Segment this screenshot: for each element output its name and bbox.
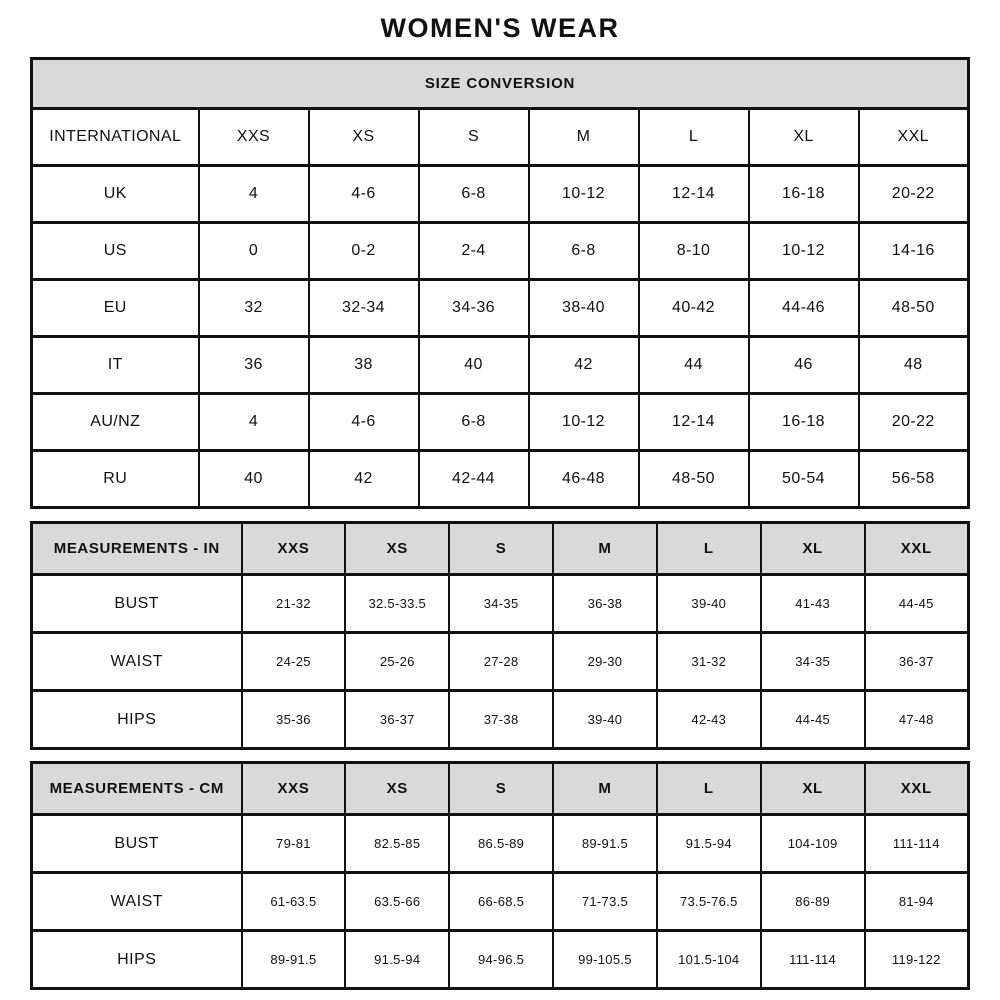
cell: 86-89 [761, 873, 865, 931]
cell: 44 [639, 337, 749, 394]
cell: 10-12 [749, 223, 859, 280]
cell: 66-68.5 [449, 873, 553, 931]
cell: 47-48 [865, 691, 969, 749]
cell: S [419, 109, 529, 166]
cell: 27-28 [449, 633, 553, 691]
cell: XXL [859, 109, 969, 166]
row-label: INTERNATIONAL [32, 109, 199, 166]
cell: XL [749, 109, 859, 166]
size-header: S [449, 763, 553, 815]
cell: 12-14 [639, 394, 749, 451]
table-row-hips-cm [32, 931, 969, 989]
table-row-international [32, 109, 969, 166]
size-header: XL [761, 763, 865, 815]
table-row-bust-in [32, 575, 969, 633]
size-header: M [553, 523, 657, 575]
cell: 91.5-94 [345, 931, 449, 989]
size-header: XXL [865, 523, 969, 575]
cell: 29-30 [553, 633, 657, 691]
cell: 111-114 [761, 931, 865, 989]
table-row-uk [32, 166, 969, 223]
size-header: L [657, 763, 761, 815]
cell: XS [309, 109, 419, 166]
cell: L [639, 109, 749, 166]
cell: 4 [199, 394, 309, 451]
row-label: HIPS [32, 931, 242, 989]
cell: 10-12 [529, 394, 639, 451]
row-label: BUST [32, 815, 242, 873]
cell: 10-12 [529, 166, 639, 223]
cell: 46-48 [529, 451, 639, 508]
cell: 39-40 [553, 691, 657, 749]
cell: 73.5-76.5 [657, 873, 761, 931]
cell: 16-18 [749, 166, 859, 223]
cell: 6-8 [419, 166, 529, 223]
cell: 14-16 [859, 223, 969, 280]
row-label: US [32, 223, 199, 280]
cell: 12-14 [639, 166, 749, 223]
table-row-waist-in [32, 633, 969, 691]
cell: 34-36 [419, 280, 529, 337]
size-header: XXL [865, 763, 969, 815]
cell: 44-45 [865, 575, 969, 633]
cell: 79-81 [242, 815, 346, 873]
size-header: XL [761, 523, 865, 575]
cell: 48-50 [639, 451, 749, 508]
cell: 40-42 [639, 280, 749, 337]
table-row-eu [32, 280, 969, 337]
cell: 42-43 [657, 691, 761, 749]
cell: 31-32 [657, 633, 761, 691]
row-label: RU [32, 451, 199, 508]
cell: 82.5-85 [345, 815, 449, 873]
cell: 99-105.5 [553, 931, 657, 989]
size-header: M [553, 763, 657, 815]
size-header: S [449, 523, 553, 575]
row-label: HIPS [32, 691, 242, 749]
cell: 56-58 [859, 451, 969, 508]
size-conversion-title-row [32, 59, 969, 109]
cell: 36-38 [553, 575, 657, 633]
cell: 8-10 [639, 223, 749, 280]
cell: 61-63.5 [242, 873, 346, 931]
cell: 6-8 [529, 223, 639, 280]
row-label: BUST [32, 575, 242, 633]
measurements-cm-header-row [32, 763, 969, 815]
cell: 20-22 [859, 394, 969, 451]
cell: 25-26 [345, 633, 449, 691]
cell: 4-6 [309, 394, 419, 451]
size-header: XXS [242, 763, 346, 815]
row-label: EU [32, 280, 199, 337]
cell: 119-122 [865, 931, 969, 989]
cell: 6-8 [419, 394, 529, 451]
cell: 32 [199, 280, 309, 337]
cell: 21-32 [242, 575, 346, 633]
measurements-in-title: MEASUREMENTS - IN [32, 523, 242, 575]
cell: 101.5-104 [657, 931, 761, 989]
cell: 32.5-33.5 [345, 575, 449, 633]
cell: 32-34 [309, 280, 419, 337]
row-label: WAIST [32, 873, 242, 931]
cell: 35-36 [242, 691, 346, 749]
size-header: XXS [242, 523, 346, 575]
cell: 16-18 [749, 394, 859, 451]
cell: 20-22 [859, 166, 969, 223]
cell: 111-114 [865, 815, 969, 873]
measurements-in-table [30, 521, 970, 750]
cell: 38 [309, 337, 419, 394]
cell: 46 [749, 337, 859, 394]
measurements-in-header-row [32, 523, 969, 575]
table-row-hips-in [32, 691, 969, 749]
cell: 4 [199, 166, 309, 223]
cell: 71-73.5 [553, 873, 657, 931]
cell: 38-40 [529, 280, 639, 337]
cell: XXS [199, 109, 309, 166]
cell: 44-45 [761, 691, 865, 749]
cell: 24-25 [242, 633, 346, 691]
cell: 4-6 [309, 166, 419, 223]
table-row-bust-cm [32, 815, 969, 873]
cell: 94-96.5 [449, 931, 553, 989]
table-row-it [32, 337, 969, 394]
measurements-cm-table [30, 761, 970, 990]
cell: 0-2 [309, 223, 419, 280]
cell: 36 [199, 337, 309, 394]
cell: 48 [859, 337, 969, 394]
table-row-aunz [32, 394, 969, 451]
row-label: AU/NZ [32, 394, 199, 451]
cell: 89-91.5 [242, 931, 346, 989]
cell: 40 [199, 451, 309, 508]
cell: 39-40 [657, 575, 761, 633]
measurements-cm-title: MEASUREMENTS - CM [32, 763, 242, 815]
table-row-waist-cm [32, 873, 969, 931]
size-header: L [657, 523, 761, 575]
row-label: WAIST [32, 633, 242, 691]
cell: 40 [419, 337, 529, 394]
cell: 104-109 [761, 815, 865, 873]
cell: 63.5-66 [345, 873, 449, 931]
cell: 34-35 [761, 633, 865, 691]
size-conversion-table [30, 57, 970, 509]
table-row-us [32, 223, 969, 280]
cell: 86.5-89 [449, 815, 553, 873]
cell: 34-35 [449, 575, 553, 633]
cell: 89-91.5 [553, 815, 657, 873]
cell: 41-43 [761, 575, 865, 633]
cell: 44-46 [749, 280, 859, 337]
cell: 42-44 [419, 451, 529, 508]
cell: 42 [309, 451, 419, 508]
row-label: IT [32, 337, 199, 394]
cell: 50-54 [749, 451, 859, 508]
cell: 81-94 [865, 873, 969, 931]
cell: 0 [199, 223, 309, 280]
cell: 2-4 [419, 223, 529, 280]
size-conversion-title: SIZE CONVERSION [32, 59, 969, 109]
cell: 36-37 [345, 691, 449, 749]
size-header: XS [345, 763, 449, 815]
cell: 42 [529, 337, 639, 394]
cell: 91.5-94 [657, 815, 761, 873]
cell: 36-37 [865, 633, 969, 691]
row-label: UK [32, 166, 199, 223]
size-header: XS [345, 523, 449, 575]
page-title: WOMEN'S WEAR [380, 13, 620, 43]
cell: 37-38 [449, 691, 553, 749]
cell: 48-50 [859, 280, 969, 337]
cell: M [529, 109, 639, 166]
table-row-ru [32, 451, 969, 508]
